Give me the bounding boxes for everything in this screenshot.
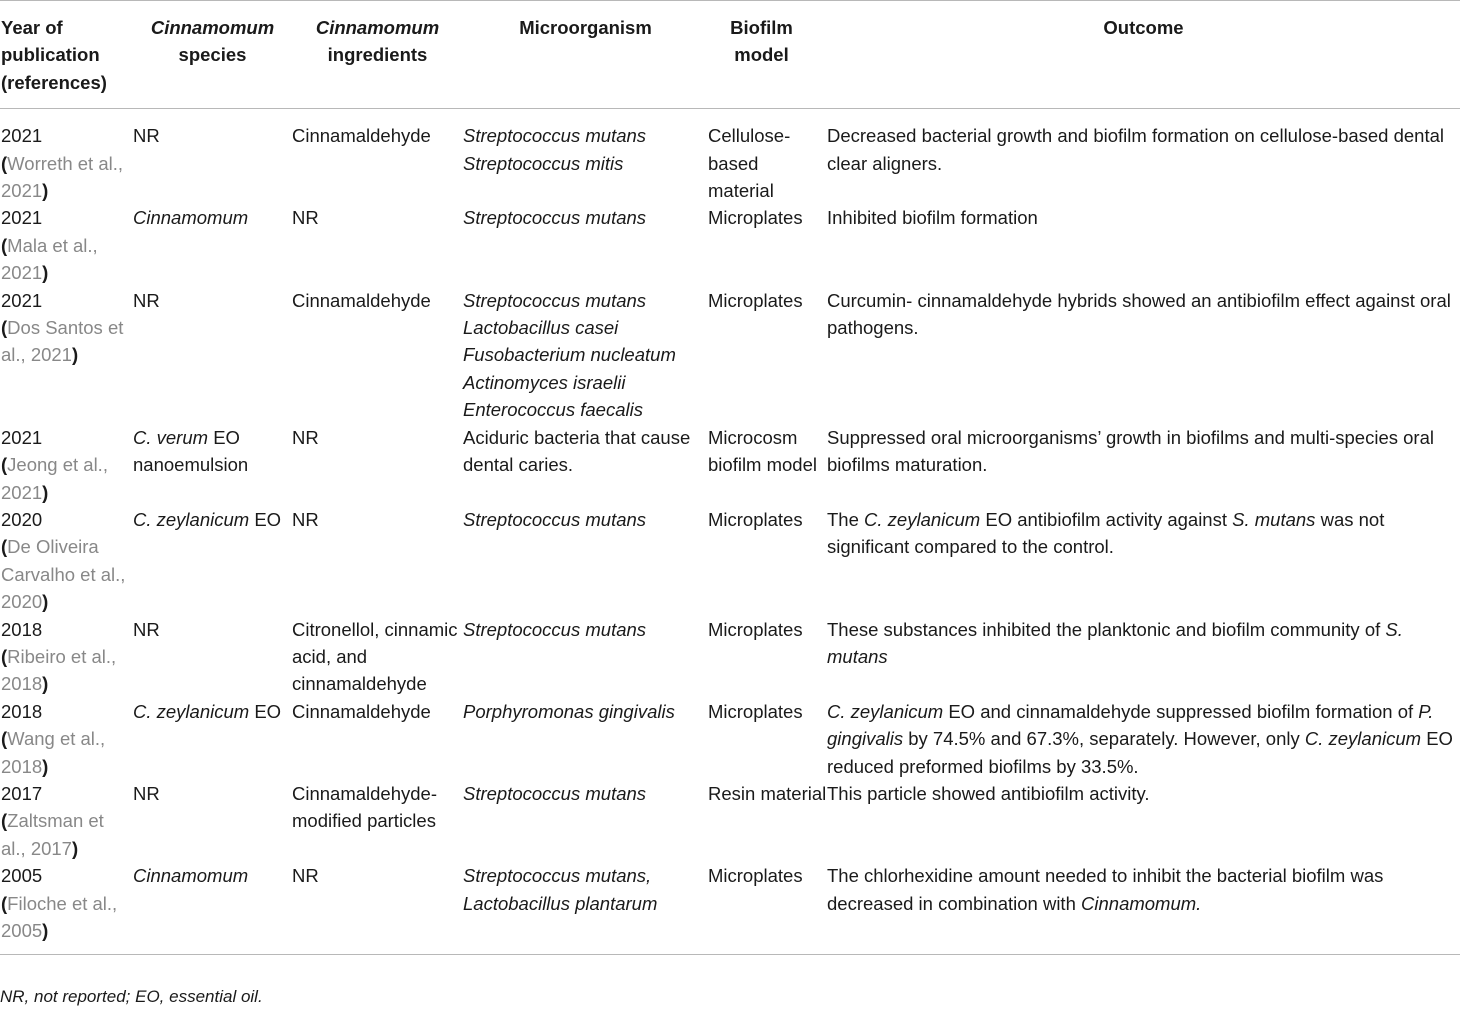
year-cell: 2020 (De Oliveira Carvalho et al., 2020) (1, 508, 126, 613)
ingredients-cell: NR (292, 862, 463, 955)
ingredients-cell: NR (292, 508, 319, 530)
microorganism-cell: Porphyromonas gingivalis (463, 700, 675, 722)
species-cell: NR (133, 618, 160, 640)
species-cell: C. zeylanicum EO (133, 508, 282, 530)
biofilm-model-cell: Cellulose-based material (708, 125, 791, 202)
outcome-cell: Suppressed oral microorganisms’ growth in biofilms and multi-species oral biofilms maturation. (827, 426, 1434, 476)
table-row (0, 287, 1460, 424)
microorganism-cell: Streptococcus mutans (463, 618, 647, 640)
reference-link[interactable]: Wang et al., 2018 (1, 728, 106, 777)
species-cell: Cinnamomum (133, 862, 292, 955)
year-cell: 2021 (Mala et al., 2021) (1, 207, 98, 284)
table-footnote: NR, not reported; EO, essential oil. (0, 987, 263, 1006)
microorganism-cell: Streptococcus mutans Streptococcus mitis (463, 125, 647, 174)
year-cell: 2018 (Ribeiro et al., 2018) (1, 618, 117, 695)
header-row (0, 1, 1460, 109)
ingredients-cell: Citronellol, cinnamic acid, and cinnamaldehyde (292, 618, 458, 695)
header-species: Cinnamomum species (133, 1, 292, 109)
reference-link[interactable]: Jeong et al., 2021 (1, 454, 108, 503)
ingredients-cell: Cinnamaldehyde-modified particles (292, 782, 438, 832)
table-row (0, 698, 1460, 780)
microorganism-cell: Aciduric bacteria that cause dental caries. (463, 426, 691, 476)
table-row (0, 204, 1460, 286)
biofilm-model-cell: Microplates (708, 508, 803, 530)
outcome-cell: The C. zeylanicum EO antibiofilm activity against S. mutans was not significant compared to the control. (827, 508, 1385, 558)
ingredients-cell: Cinnamaldehyde (292, 289, 431, 311)
biofilm-model-cell: Microplates (708, 700, 803, 722)
year-cell: 2021 (Jeong et al., 2021) (1, 426, 108, 503)
ingredients-cell: NR (292, 426, 319, 448)
year-cell: 2021 (Worreth et al., 2021) (1, 125, 124, 202)
species-cell: Cinnamomum (133, 207, 249, 229)
reference-link[interactable]: Dos Santos et al., 2021 (1, 317, 124, 366)
outcome-cell: This particle showed antibiofilm activity. (827, 782, 1150, 804)
year-cell: 2005 (Filoche et al., 2005) (0, 862, 133, 955)
biofilm-model-cell: Resin material (708, 782, 827, 804)
header-ingredients: Cinnamomum ingredients (292, 1, 463, 109)
table-row (0, 780, 1460, 862)
header-biofilm-model: Biofilm model (708, 1, 827, 109)
biofilm-model-cell: Microplates (708, 618, 803, 640)
species-cell: NR (133, 125, 160, 147)
ingredients-cell: NR (292, 207, 319, 229)
outcome-cell: Inhibited biofilm formation (827, 207, 1038, 229)
table-row (0, 616, 1460, 698)
species-cell: NR (133, 289, 160, 311)
table-row (0, 862, 1460, 955)
microorganism-cell: Streptococcus mutans (463, 207, 647, 229)
year-cell: 2018 (Wang et al., 2018) (1, 700, 106, 777)
header-year: Year of publication (references) (0, 1, 133, 109)
microorganism-cell: Streptococcus mutans, Lactobacillus plantarum (463, 862, 708, 955)
species-cell: C. verum EO nanoemulsion (133, 426, 249, 476)
reference-link[interactable]: Worreth et al., 2021 (1, 152, 124, 202)
microorganism-cell: Streptococcus mutans (463, 508, 647, 530)
biofilm-model-cell: Microplates (708, 207, 803, 229)
year-cell: 2021 (Dos Santos et al., 2021) (1, 289, 124, 366)
outcome-cell: Decreased bacterial growth and biofilm formation on cellulose-based dental clear aligners. (827, 125, 1445, 174)
reference-link[interactable]: Zaltsman et al., 2017 (1, 810, 104, 859)
biofilm-model-cell: Microplates (708, 289, 803, 311)
biofilm-model-cell: Microplates (708, 862, 827, 955)
reference-link[interactable]: De Oliveira Carvalho et al., 2020 (1, 536, 126, 613)
header-outcome: Outcome (827, 1, 1460, 109)
table-row (0, 424, 1460, 506)
table-row (0, 506, 1460, 616)
year-cell: 2017 (Zaltsman et al., 2017) (1, 782, 104, 859)
species-cell: NR (133, 782, 160, 804)
outcome-cell: Curcumin- cinnamaldehyde hybrids showed an antibiofilm effect against oral pathogens. (827, 289, 1451, 339)
table-row (0, 109, 1460, 205)
outcome-cell: C. zeylanicum EO and cinnamaldehyde suppressed biofilm formation of P. gingivalis by 74.5% and 67.3%, separately. However, only C. zeylanicum EO reduced preformed biofilms by 33.5%. (827, 700, 1453, 777)
microorganism-cell: Streptococcus mutans Lactobacillus casei Fusobacterium nucleatum Actinomyces israelii Enterococcus faecalis (463, 289, 676, 421)
ingredients-cell: Cinnamaldehyde (292, 125, 431, 147)
outcome-cell: The chlorhexidine amount needed to inhibit the bacterial biofilm was decreased in combination with Cinnamomum. (827, 862, 1460, 955)
reference-link[interactable]: Mala et al., 2021 (1, 234, 98, 284)
species-cell: C. zeylanicum EO (133, 700, 282, 722)
header-microorganism: Microorganism (463, 1, 708, 109)
biofilm-model-cell: Microcosm biofilm model (708, 426, 817, 476)
outcome-cell: These substances inhibited the planktonic and biofilm community of S. mutans (827, 618, 1403, 667)
microorganism-cell: Streptococcus mutans (463, 782, 647, 804)
ingredients-cell: Cinnamaldehyde (292, 700, 431, 722)
reference-link[interactable]: Filoche et al., 2005 (1, 892, 118, 941)
reference-link[interactable]: Ribeiro et al., 2018 (1, 645, 117, 695)
